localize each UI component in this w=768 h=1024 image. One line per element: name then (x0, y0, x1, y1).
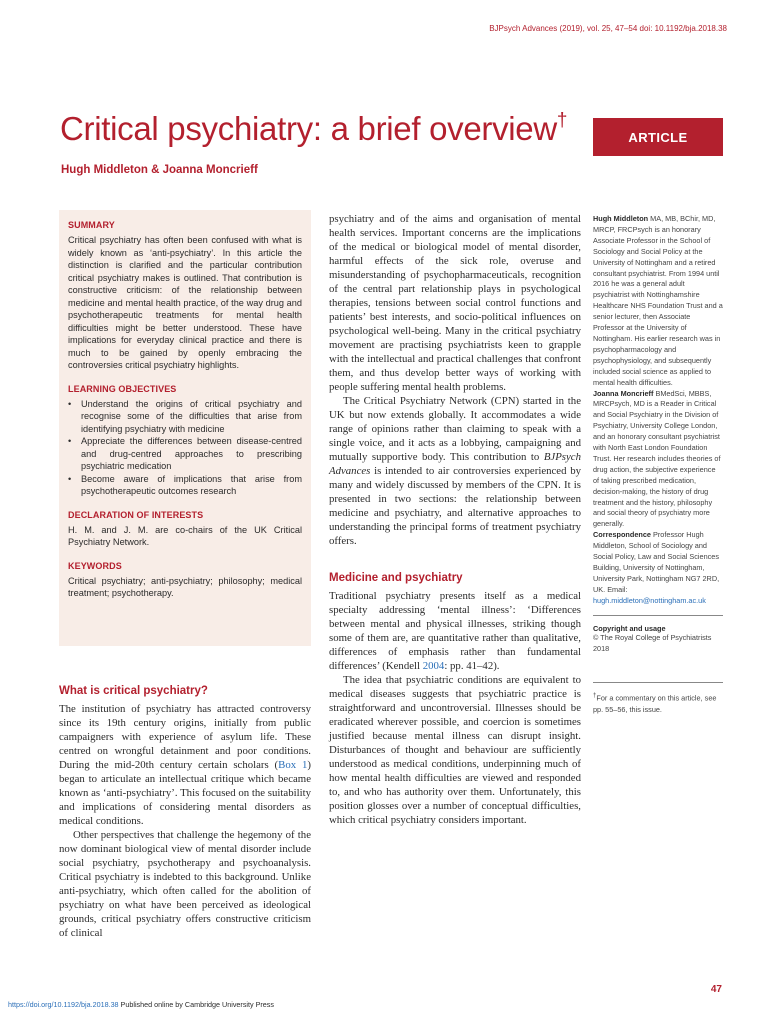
dagger-mark: † (556, 110, 568, 131)
author-bio-moncrieff (593, 389, 723, 531)
correspondence-text: Professor Hugh Middleton, School of Sociology and Social Policy, Law and Social Sciences Building, University of Nottingham, University Park, Nottingham NG7 2RD, UK. Email: (593, 530, 720, 594)
declaration-text: H. M. and J. M. are co-chairs of the UK Critical Psychiatry Network. (68, 524, 302, 547)
journal-name-italic: BJPsych Advances (329, 451, 581, 477)
footnote (593, 691, 723, 715)
box-1-link[interactable]: Box 1 (278, 759, 308, 771)
footnote-text: For a commentary on this article, see pp. 55–56, this issue. (593, 693, 717, 714)
article-type-badge: ARTICLE (593, 118, 723, 156)
learning-objective-item (68, 473, 302, 498)
learning-objective-text: Understand the origins of critical psychiatry and recognise some of the difficulties that arise from identifying psychiatry with medicine (81, 398, 302, 434)
doi-link[interactable]: https://doi.org/10.1192/bja.2018.38 (8, 1000, 119, 1009)
author-bio-middleton (593, 214, 723, 389)
sidebar-divider (593, 615, 723, 616)
journal-citation: BJPsych Advances (2019), vol. 25, 47–54 doi: 10.1192/bja.2018.38 (489, 24, 727, 33)
body-paragraph (329, 394, 581, 548)
learning-objectives-list (68, 398, 302, 498)
bullet-icon: • (68, 473, 72, 484)
learning-objective-text: Appreciate the differences between disease-centred and drug-centred approaches to prescribing psychiatric medication (81, 436, 302, 471)
correspondence (593, 530, 723, 606)
copyright-text: © The Royal College of Psychiatrists 2018 (593, 632, 712, 653)
body-paragraph: The idea that psychiatric conditions are equivalent to medical diseases suggests that psychiatric practice is straightforward and uncontroversial. Illnesses should be eradicated wherever possible, and coercion is sometimes justified because mental illness can disrupt insight. Disturbances of thought and behaviour are sufficiently understood as medical conditions, underpinning much of how mental health difficulties are viewed and responded to, and who has authority over them. Unfortunately, this position glosses over a number of conceptual difficulties, which critical psychiatry considers important. (329, 674, 581, 826)
author-bio-text: MA, MB, BChir, MD, MRCP, FRCPsych is an honorary Associate Professor in the School of Sociology and Social Policy at the University of Nottingham and a retired consultant psychiatrist. From 1994 until 2016 he was a general adult psychiatrist with Nottinghamshire Healthcare NHS Foundation Trust and a senior lecturer, then Associate Professor at the University of Nottingham. His earlier research was in psychopharmacology and psychophysiology, and subsequently included social science as applied to mental health difficulties. (593, 214, 723, 387)
text-run: ) began to articulate an intellectual critique which became known as ‘anti-psychiatry’. This focused on the suitability and implications of considering mental disorders as medical conditions. (59, 759, 311, 827)
declaration-heading: DECLARATION OF INTERESTS (68, 509, 204, 520)
authors-line: Hugh Middleton & Joanna Moncrieff (61, 164, 258, 176)
footnote-divider (593, 682, 723, 683)
text-run: is intended to air controversies experienced by many and widely discussed by members of the CPN. It is presented in two sections: the relationship between medicine and psychiatry, and alternative approaches to understanding the principal forms of treatment psychiatry offers. (329, 465, 581, 547)
copyright-heading: Copyright and usage (593, 623, 666, 633)
page-number: 47 (710, 984, 722, 995)
body-paragraph (329, 589, 581, 673)
body-paragraph: Other perspectives that challenge the hegemony of the now dominant biological view of mental disorder include social psychiatry, psychotherapy and psychoanalysis. Critical psychiatry is indebted to this background. Unlike anti-psychiatry, which often called for the abolition of psychiatry on what have been perceived as ideological grounds, critical psychiatry offers constructive criticism of clinical (59, 829, 311, 939)
text-run: The institution of psychiatry has attracted controversy since its 19th century origins, initially from public campaigners with experience of asylum life. These centred on wrongful detainment and poor conditions. During the mid-20th century certain scholars ( (59, 703, 311, 771)
summary-box (59, 210, 311, 646)
section-heading-medicine-and-psychiatry: Medicine and psychiatry (329, 572, 463, 584)
kendell-2004-link[interactable]: 2004 (422, 660, 445, 672)
learning-objectives-heading: LEARNING OBJECTIVES (68, 383, 177, 394)
section-heading-what-is-critical-psychiatry: What is critical psychiatry? (59, 685, 208, 697)
author-name: Joanna Moncrieff (593, 388, 654, 398)
keywords-heading: KEYWORDS (68, 560, 122, 571)
text-run: : pp. 41–42). (444, 660, 500, 672)
author-sidebar (593, 214, 723, 716)
article-title (60, 110, 567, 148)
body-paragraph (59, 702, 311, 828)
learning-objective-item (68, 435, 302, 473)
body-paragraph: psychiatry and of the aims and organisation of mental health services. Important concerns are the implications of the medical or biological model of mental disorder, harmful effects of the sick role, overuse and misunderstanding of psychopharmaceuticals, recognition of the central part relationship plays in psychological therapies, tensions between social control functions and patients’ best interests, and socio-political influences on psychological well-being. Many in the critical psychiatry movement are practising psychiatrists keen to grapple with the intellectual and practical challenges that confront them, and thus develop better ways of working with people suffering mental health problems. (329, 213, 581, 393)
learning-objective-text: Become aware of implications that arise from psychotherapeutic outcomes research (81, 473, 302, 496)
article-title-text: Critical psychiatry: a brief overview (60, 110, 557, 147)
correspondence-label: Correspondence (593, 530, 651, 540)
bullet-icon: • (68, 436, 72, 446)
footnote-dagger: † (593, 692, 597, 700)
keywords-text: Critical psychiatry; anti-psychiatry; philosophy; medical treatment; psychotherapy. (68, 575, 302, 598)
published-text: Published online by Cambridge University Press (118, 1000, 274, 1009)
bullet-icon: • (68, 398, 72, 409)
learning-objective-item (68, 398, 302, 436)
summary-text: Critical psychiatry has often been confused with what is widely known as ‘anti-psychiatry’. In this article the distinction is clarified and the particular contribution critical psychiatry makes is outlined. That contribution is constructive criticism: of the relationship between medicine and mental health practice, of the way drug and psychotherapeutic treatments for mental health difficulties might be better understood. These have implications for everyday clinical practice and there is much to be gained by openly embracing the controversies critical psychiatry highlights. (68, 235, 302, 370)
text-run: Traditional psychiatry presents itself as a medical specialty addressing ‘mental illness’: ‘Differences between mental and physical illnesses, striking though some of them are, are quantitative rather than qualitative, differences of emphasis rather than fundamental differences’ (Kendell (329, 590, 581, 672)
author-name: Hugh Middleton (593, 214, 649, 223)
column-1-body (59, 685, 311, 940)
author-bio-text: BMedSci, MBBS, MRCPsych, MD is a Reader in Critical and Social Psychiatry in the Division of Psychiatry, University College London, and an honorary consultant psychiatrist with North East London Foundation Trust. Her research includes theories of drug action, the subjective experience of taking prescribed medication, decision-making, the history of drug treatment and the history, philosophy and social theory of psychiatry more generally. (593, 388, 721, 529)
summary-heading: SUMMARY (68, 220, 115, 230)
text-run: The Critical Psychiatry Network (CPN) started in the UK but now extends globally. It accommodates a wide range of opinions rather than claiming to speak with a single voice, and it acts as a lobbying, campaigning and mutually supportive body. This contribution to (329, 395, 581, 463)
column-2-body (329, 212, 581, 827)
footer-line (8, 1000, 274, 1009)
correspondence-email-link[interactable]: hugh.middleton@nottingham.ac.uk (593, 595, 706, 605)
